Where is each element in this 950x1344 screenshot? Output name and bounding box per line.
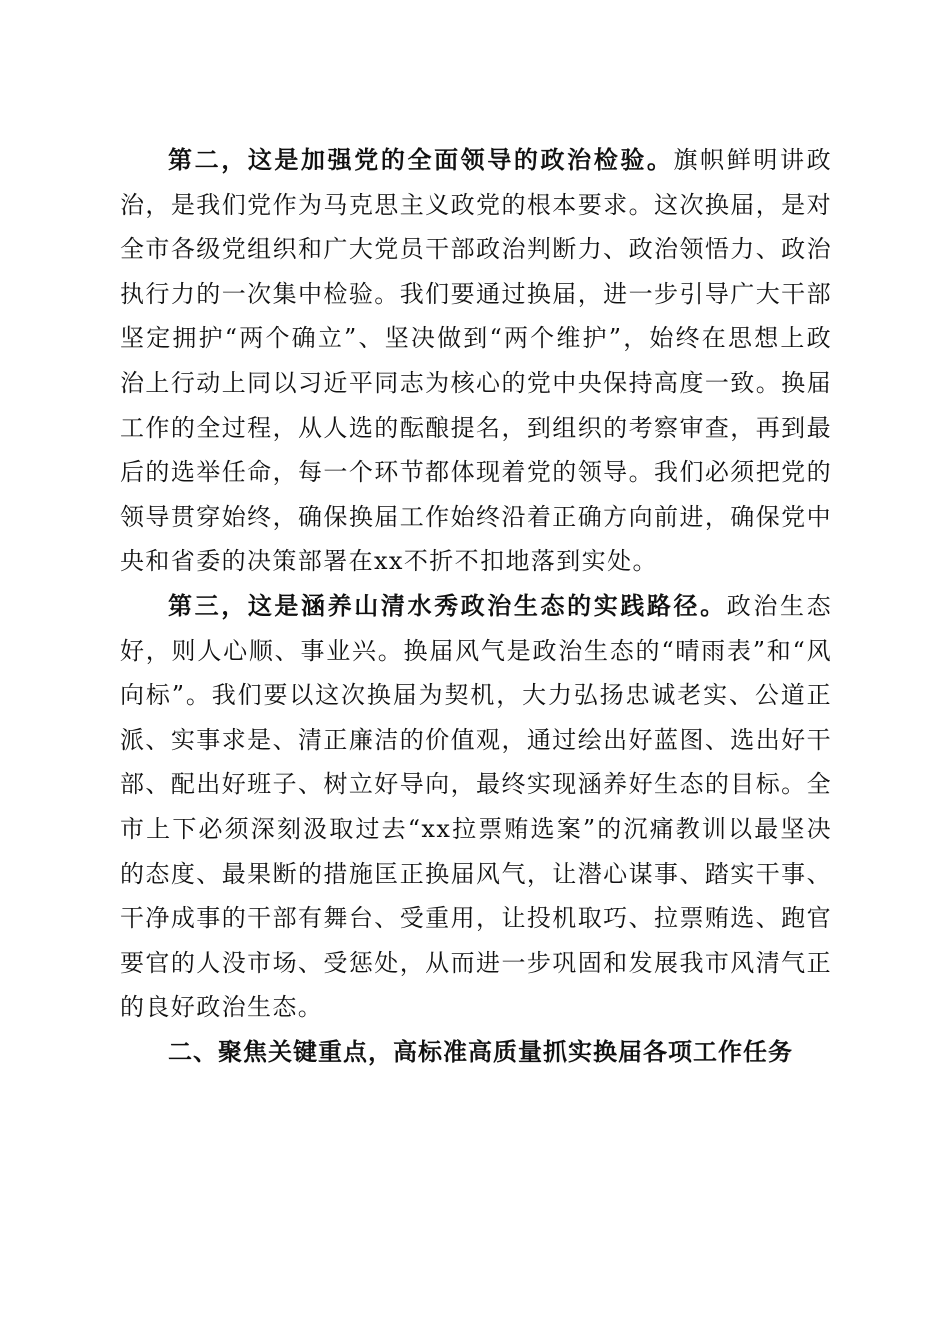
paragraph-body: 政治生态好，则人心顺、事业兴。换届风气是政治生态的“晴雨表”和“风向标”。我们要以这次换届为契机，大力弘扬忠诚老实、公道正派、实事求是、清正廉洁的价值观，通过绘出好蓝图、选出好干部、配出好班子、树立好导向，最终实现涵养好生态的目标。全市上下必须深刻汲取过去“xx拉票贿选案”的沉痛教训以最坚决的态度、最果断的措施匡正换届风气，让潜心谋事、踏实干事、干净成事的干部有舞台、受重用，让投机取巧、拉票贿选、跑官要官的人没市场、受惩处，从而进一步巩固和发展我市风清气正的良好政治生态。 bbox=[120, 591, 832, 1022]
paragraph-body: 旗帜鲜明讲政治，是我们党作为马克思主义政党的根本要求。这次换届，是对全市各级党组织和广大党员干部政治判断力、政治领悟力、政治执行力的一次集中检验。我们要通过换届，进一步引导广大干部坚定拥护“两个确立”、坚决做到“两个维护”，始终在思想上政治上行动上同以习近平同志为核心的党中央保持高度一致。换届工作的全过程，从人选的酝酿提名，到组织的考察审查，再到最后的选举任命，每一个环节都体现着党的领导。我们必须把党的领导贯穿始终，确保换届工作始终沿着正确方向前进，确保党中央和省委的决策部署在xx不折不扣地落到实处。 bbox=[120, 146, 832, 576]
section-heading: 二、聚焦关键重点，高标准高质量抓实换届各项工作任务 bbox=[168, 1037, 793, 1066]
paragraph-lead: 第三，这是涵养山清水秀政治生态的实践路径。 bbox=[168, 590, 727, 620]
paragraph-second-point bbox=[120, 138, 832, 584]
paragraph-third-point bbox=[120, 584, 832, 1030]
paragraph-lead: 第二，这是加强党的全面领导的政治检验。 bbox=[168, 145, 674, 174]
document-page bbox=[120, 138, 832, 1074]
